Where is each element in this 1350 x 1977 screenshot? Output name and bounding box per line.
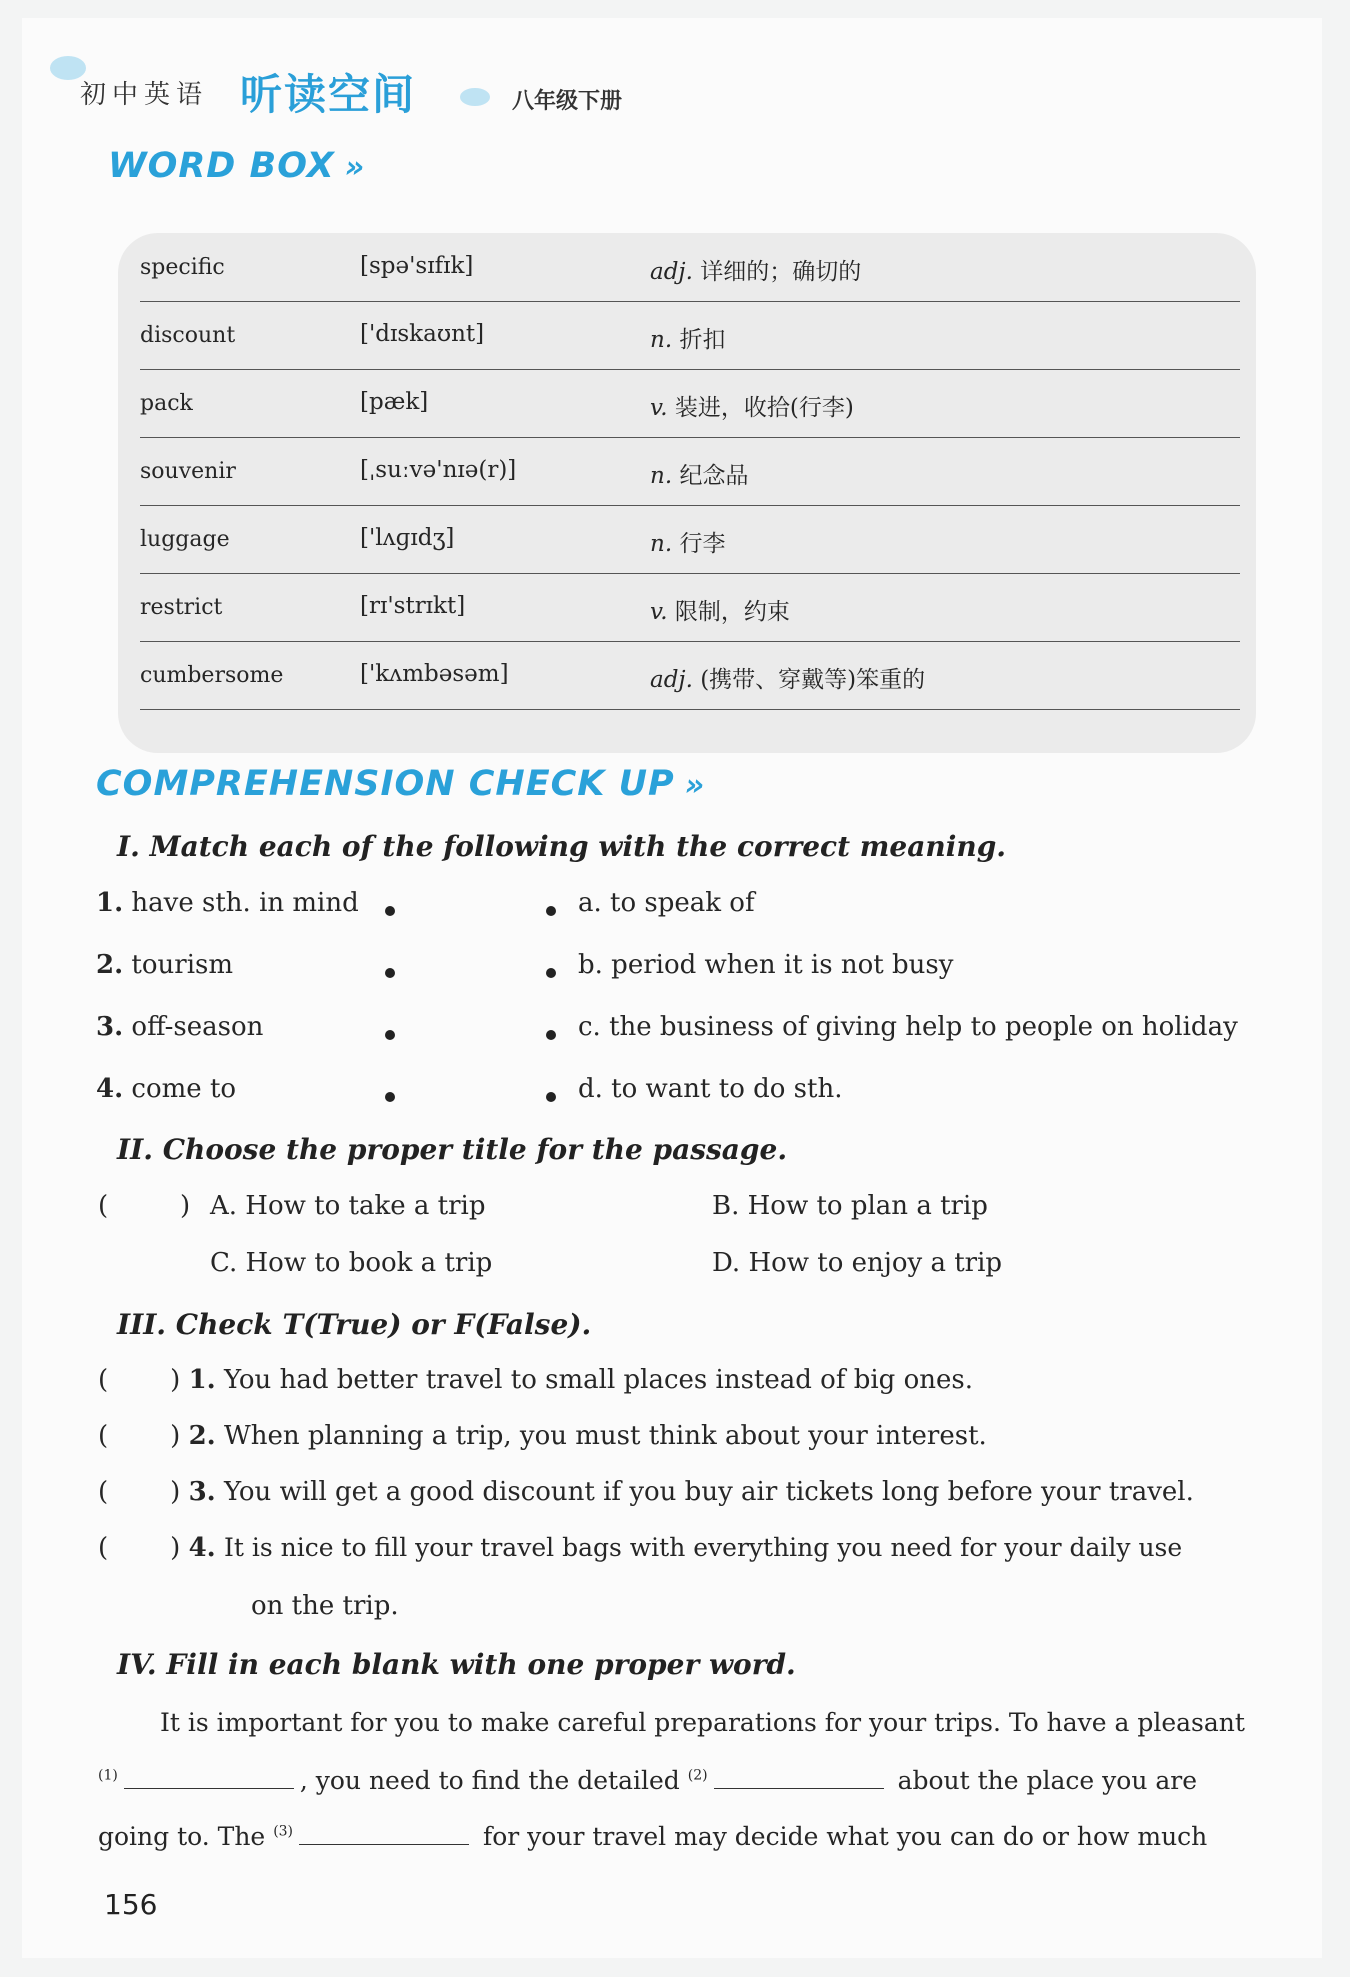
fill-blank-3[interactable]	[299, 1820, 469, 1845]
match-dot[interactable]	[546, 906, 556, 916]
definition	[650, 457, 748, 490]
fill-blank-2[interactable]	[714, 1764, 884, 1789]
blank-number: (3)	[273, 1823, 294, 1840]
passage-line	[98, 1820, 1207, 1851]
option-d[interactable]: D. How to enjoy a trip	[712, 1248, 1003, 1278]
item-text: It is nice to fill your travel bags with everything you need for your daily use	[224, 1533, 1183, 1562]
comprehension-title-text: COMPREHENSION CHECK UP	[96, 764, 675, 804]
definition	[650, 321, 725, 354]
part-of-speech: n.	[650, 327, 673, 353]
word-row	[140, 437, 1240, 506]
tf-item	[98, 1477, 1194, 1507]
passage-text: for your travel may decide what you can do or how much	[482, 1822, 1208, 1851]
phonetic: [spə'sɪfɪk]	[360, 253, 474, 279]
phonetic: [rɪ'strɪkt]	[360, 593, 466, 619]
item-number: 1.	[96, 888, 124, 918]
part-of-speech: n.	[650, 531, 673, 557]
phonetic: [ˌsuːvə'nɪə(r)]	[360, 457, 517, 483]
part-of-speech: v.	[650, 395, 668, 421]
phonetic: ['dɪskaʊnt]	[360, 321, 485, 347]
blank-number: (1)	[98, 1767, 118, 1784]
match-dot[interactable]	[385, 1092, 395, 1102]
definition	[650, 525, 725, 558]
answer-paren-open: (	[98, 1191, 109, 1221]
meaning: (携带、穿戴等)笨重的	[700, 667, 926, 693]
passage-text: going to. The	[98, 1822, 266, 1851]
word: discount	[140, 323, 236, 348]
word: souvenir	[140, 459, 236, 484]
match-right-item: c. the business of giving help to people on holiday	[578, 1012, 1238, 1042]
chevron-icon: »	[684, 768, 706, 803]
answer-paren-close: )	[170, 1421, 181, 1451]
part-1-title: I. Match each of the following with the correct meaning.	[117, 830, 1007, 863]
match-left-item	[96, 950, 233, 980]
passage-line	[98, 1764, 1197, 1795]
item-text: off-season	[131, 1012, 264, 1042]
match-dot[interactable]	[385, 968, 395, 978]
item-text: tourism	[131, 950, 234, 980]
part-3-title: III. Check T(True) or F(False).	[117, 1308, 592, 1341]
word-row	[140, 573, 1240, 642]
option-c[interactable]: C. How to book a trip	[210, 1248, 493, 1278]
part-of-speech: n.	[650, 463, 673, 489]
tf-item	[98, 1421, 987, 1451]
answer-paren-close: )	[170, 1533, 181, 1563]
match-right-item: a. to speak of	[578, 888, 755, 918]
match-right-item: d. to want to do sth.	[578, 1074, 843, 1104]
item-number: 2.	[188, 1421, 216, 1451]
item-number: 3.	[188, 1477, 216, 1507]
answer-paren-close: )	[180, 1191, 191, 1221]
meaning: 折扣	[679, 327, 726, 353]
option-a[interactable]: A. How to take a trip	[210, 1191, 486, 1221]
item-number: 4.	[188, 1533, 216, 1563]
answer-paren-open: (	[98, 1365, 109, 1395]
definition	[650, 661, 925, 694]
part-of-speech: adj.	[650, 667, 693, 693]
word-row	[140, 233, 1240, 302]
item-number: 2.	[96, 950, 124, 980]
word-row	[140, 641, 1240, 710]
passage-text: about the place you are	[897, 1766, 1198, 1795]
word: luggage	[140, 527, 230, 552]
item-text: When planning a trip, you must think about your interest.	[224, 1421, 987, 1451]
option-b[interactable]: B. How to plan a trip	[712, 1191, 988, 1221]
meaning: 装进，收拾(行李)	[674, 395, 854, 421]
meaning: 限制，约束	[674, 599, 790, 625]
passage-text: , you need to find the detailed	[299, 1766, 680, 1795]
page-header	[50, 48, 750, 138]
word-box	[118, 233, 1256, 753]
meaning: 行李	[679, 531, 726, 557]
answer-paren-open: (	[98, 1477, 109, 1507]
word-row	[140, 369, 1240, 438]
word-box-title	[108, 146, 365, 186]
definition	[650, 593, 790, 626]
match-dot[interactable]	[546, 1092, 556, 1102]
word-row	[140, 505, 1240, 574]
word: cumbersome	[140, 663, 284, 688]
fill-blank-1[interactable]	[124, 1764, 294, 1789]
meaning: 详细的；确切的	[700, 259, 862, 285]
phonetic: ['kʌmbəsəm]	[360, 661, 509, 687]
match-left-item	[96, 888, 359, 918]
definition	[650, 253, 861, 286]
word: pack	[140, 391, 193, 416]
item-text: You had better travel to small places instead of big ones.	[224, 1365, 973, 1395]
match-dot[interactable]	[385, 906, 395, 916]
chevron-icon: »	[344, 150, 366, 185]
comprehension-title	[96, 764, 705, 804]
item-text: come to	[131, 1074, 237, 1104]
answer-paren-close: )	[170, 1365, 181, 1395]
answer-paren-open: (	[98, 1421, 109, 1451]
word-row	[140, 301, 1240, 370]
part-of-speech: adj.	[650, 259, 693, 285]
match-dot[interactable]	[546, 1030, 556, 1040]
match-dot[interactable]	[385, 1030, 395, 1040]
series-name: 初中英语	[80, 80, 209, 110]
tf-item	[98, 1365, 973, 1395]
blank-number: (2)	[687, 1767, 708, 1784]
match-left-item	[96, 1074, 236, 1104]
answer-paren-close: )	[170, 1477, 181, 1507]
grade-label: 八年级下册	[512, 89, 623, 114]
item-number: 4.	[96, 1074, 124, 1104]
part-4-title: IV. Fill in each blank with one proper word.	[117, 1648, 796, 1681]
match-right-item: b. period when it is not busy	[578, 950, 954, 980]
word-box-title-text: WORD BOX	[108, 146, 335, 186]
phonetic: [pæk]	[360, 389, 429, 415]
part-2-title: II. Choose the proper title for the passage.	[117, 1133, 788, 1166]
passage-line: It is important for you to make careful preparations for your trips. To have a pleasant	[160, 1708, 1245, 1737]
item-number: 3.	[96, 1012, 124, 1042]
meaning: 纪念品	[679, 463, 749, 489]
part-of-speech: v.	[650, 599, 668, 625]
item-text: You will get a good discount if you buy air tickets long before your travel.	[224, 1477, 1194, 1507]
page	[22, 18, 1322, 1958]
phonetic: ['lʌɡɪdʒ]	[360, 525, 455, 551]
brand-logo: 听读空间	[240, 70, 417, 119]
tf-item-continuation: on the trip.	[251, 1591, 399, 1621]
word: restrict	[140, 595, 223, 620]
match-left-item	[96, 1012, 263, 1042]
item-number: 1.	[188, 1365, 216, 1395]
page-number: 156	[104, 1888, 158, 1921]
bubble-decoration	[460, 88, 490, 106]
item-text: have sth. in mind	[131, 888, 359, 918]
match-dot[interactable]	[546, 968, 556, 978]
definition	[650, 389, 854, 422]
word: specific	[140, 255, 225, 280]
answer-paren-open: (	[98, 1533, 109, 1563]
tf-item	[98, 1533, 1182, 1563]
